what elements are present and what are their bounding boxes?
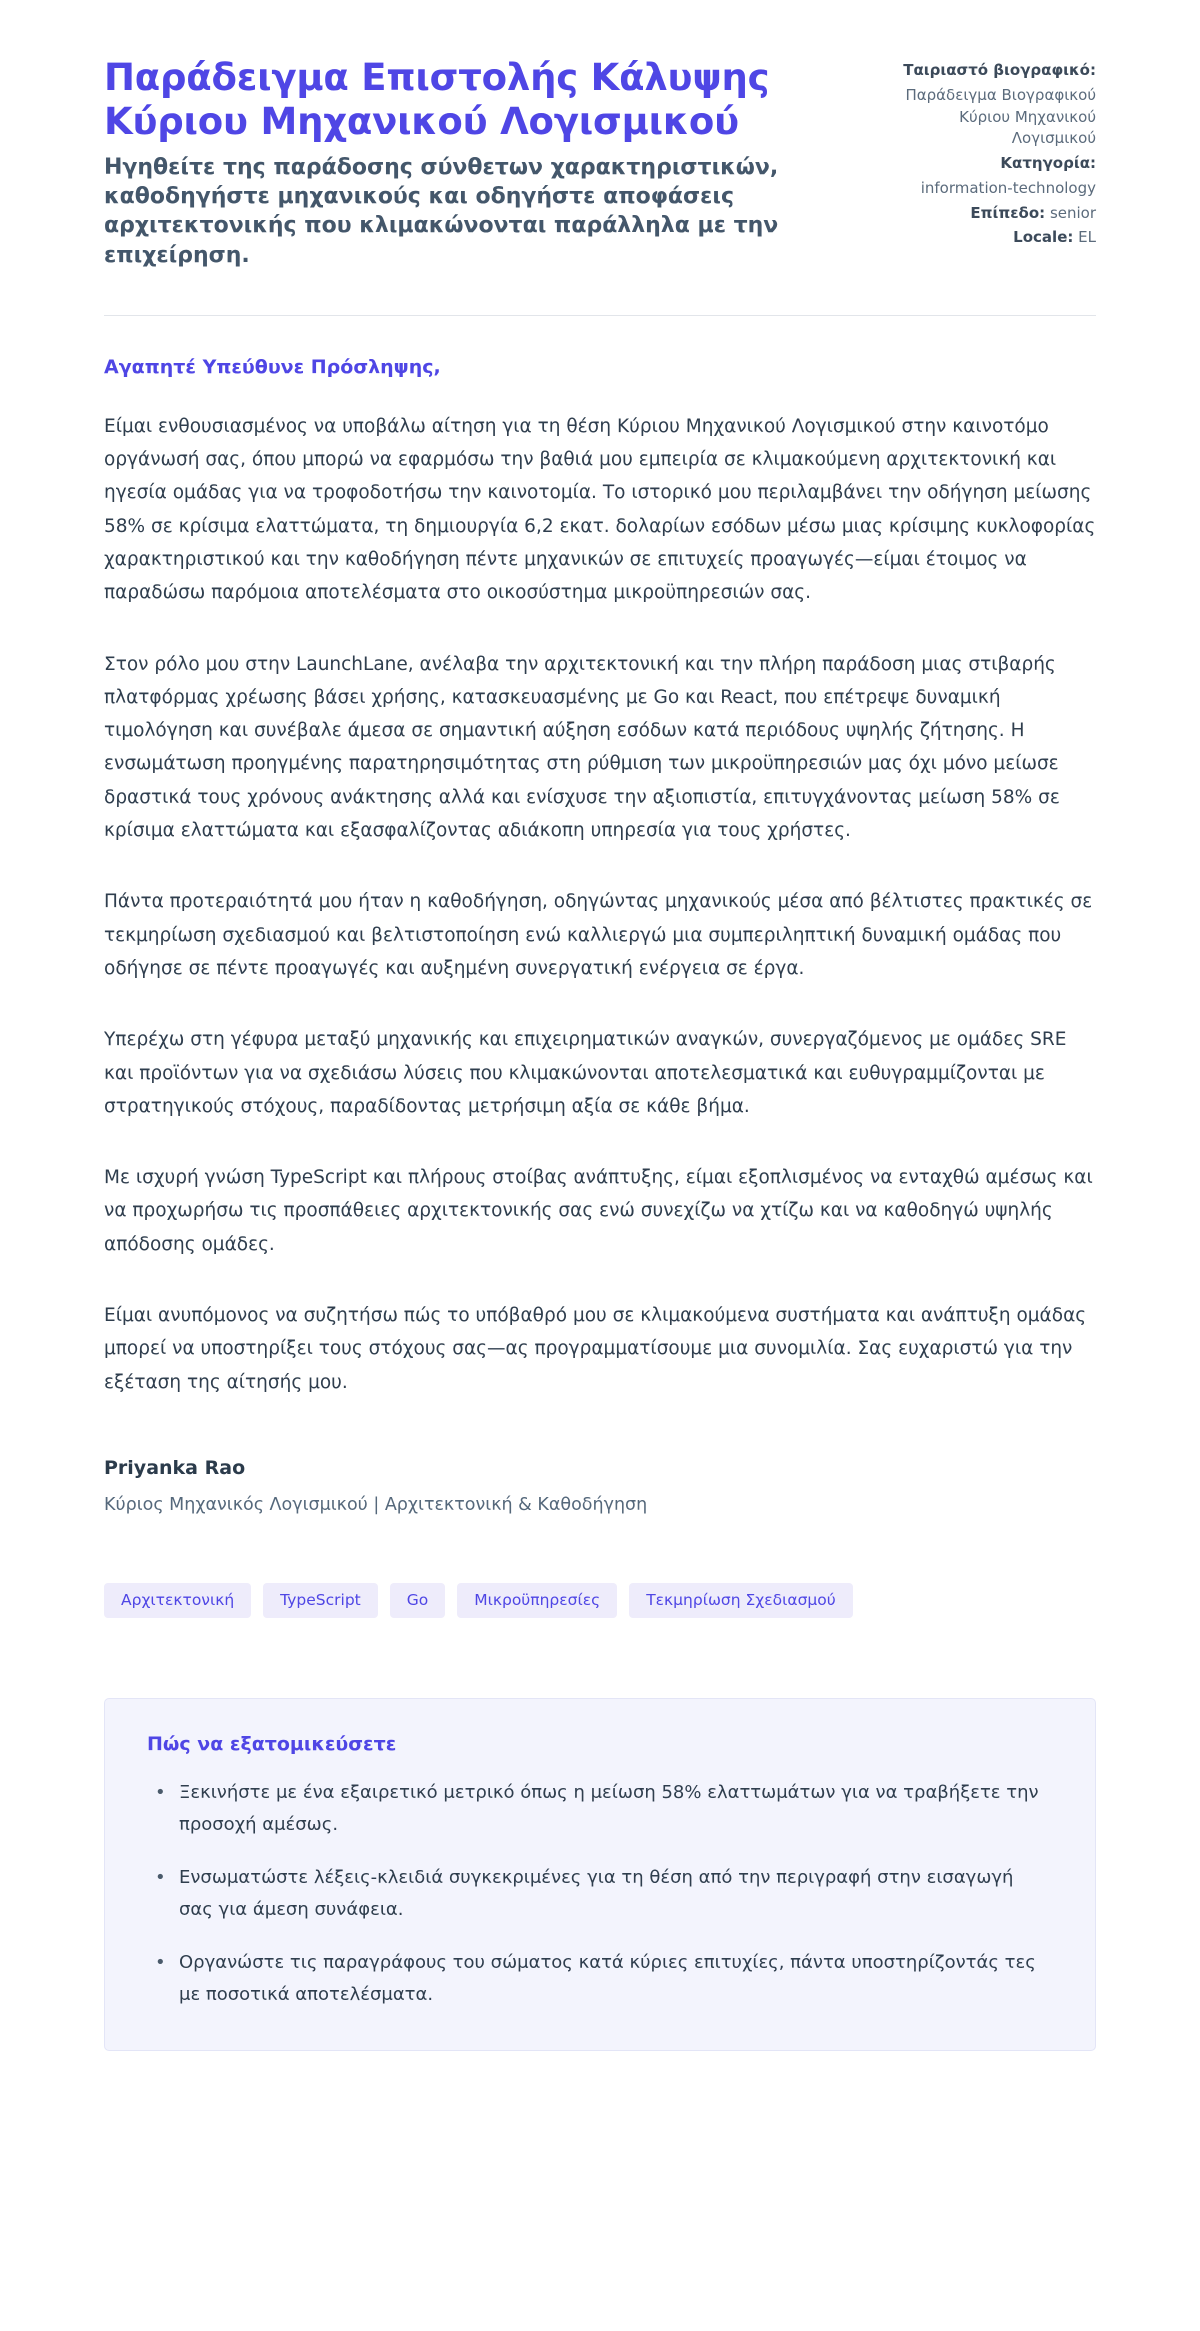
personalize-callout bbox=[104, 1698, 1096, 2051]
meta-value-resume-row bbox=[881, 85, 1096, 150]
letter-paragraph: Υπερέχω στη γέφυρα μεταξύ μηχανικής και επιχειρηματικών αναγκών, συνεργαζόμενος με ομάδες SRE και προϊόντων για να σχεδιάσω λύσεις που κλιμακώνονται αποτελεσματικά και ευθυγραμμίζονται με στρατηγικούς στόχους, παραδίδοντας μετρήσιμη αξία σε κάθε βήμα. bbox=[104, 1029, 1067, 1117]
callout-tip-list bbox=[147, 1777, 1053, 2010]
document-header bbox=[104, 56, 1096, 270]
callout-tip-item: • Οργανώστε τις παραγράφους του σώματος κατά κύριες επιτυχίες, πάντα υποστηρίζοντάς τες με ποσοτικά αποτελέσματα. bbox=[173, 1947, 1053, 2010]
tag-item[interactable]: TypeScript bbox=[263, 1583, 378, 1619]
callout-title: Πώς να εξατομικεύσετε bbox=[147, 1733, 397, 1756]
meta-label-level: Επίπεδο: bbox=[970, 203, 1046, 222]
meta-row-resume bbox=[881, 60, 1096, 82]
letter-paragraph: Είμαι ενθουσιασμένος να υποβάλω αίτηση για τη θέση Κύριου Μηχανικού Λογισμικού στην καινοτόμο οργάνωσή σας, όπου μπορώ να εφαρμόσω την βαθιά μου εμπειρία σε κλιμακούμενη αρχιτεκτονική και ηγεσία ομάδας για να τροφοδοτήσω την καινοτομία. Το ιστορικό μου περιλαμβάνει την οδήγηση μείωσης 58% σε κρίσιμα ελαττώματα, τη δημιουργία 6,2 εκατ. δολαρίων εσόδων μέσω μιας κρίσιμης κυκλοφορίας χαρακτηριστικού και την καθοδήγηση πέντε μηχανικών σε επιτυχείς προαγωγές—είμαι έτοιμος να παραδώσω παρόμοια αποτελέσματα στο οικοσύστημα μικροϋπηρεσιών σας. bbox=[104, 415, 1096, 604]
letter-body bbox=[104, 316, 1096, 1619]
callout-tip-item: • Ξεκινήστε με ένα εξαιρετικό μετρικό όπως η μείωση 58% ελαττωμάτων για να τραβήξετε την προσοχή αμέσως. bbox=[173, 1777, 1053, 1840]
signature-block bbox=[104, 1457, 1096, 1515]
tag-list bbox=[104, 1583, 1096, 1619]
callout-tip-item: • Ενσωματώστε λέξεις-κλειδιά συγκεκριμένες για τη θέση από την περιγραφή στην εισαγωγή σας για άμεση συνάφεια. bbox=[173, 1862, 1053, 1925]
meta-label-locale: Locale: bbox=[1013, 228, 1074, 247]
tag-item[interactable]: Go bbox=[390, 1583, 446, 1619]
tag-item[interactable]: Τεκμηρίωση Σχεδιασμού bbox=[629, 1583, 853, 1619]
meta-label-resume: Ταιριαστό βιογραφικό: bbox=[903, 61, 1096, 79]
signature-name: Priyanka Rao bbox=[104, 1456, 246, 1479]
tag-item[interactable]: Αρχιτεκτονική bbox=[104, 1583, 251, 1619]
page-title: Παράδειγμα Επιστολής Κάλυψης Κύριου Μηχανικού Λογισμικού bbox=[104, 56, 770, 144]
meta-row-locale bbox=[881, 227, 1096, 249]
signature-role: Κύριος Μηχανικός Λογισμικού | Αρχιτεκτονική & Καθοδήγηση bbox=[104, 1494, 648, 1515]
letter-salutation: Αγαπητέ Υπεύθυνε Πρόσληψης, bbox=[104, 355, 441, 378]
page-subtitle: Ηγηθείτε της παράδοσης σύνθετων χαρακτηριστικών, καθοδηγήστε μηχανικούς και οδηγήστε αποφάσεις αρχιτεκτονικής που κλιμακώνονται παράλληλα με την επιχείρηση. bbox=[104, 154, 779, 268]
metadata-panel bbox=[881, 56, 1096, 252]
meta-row-category bbox=[881, 153, 1096, 175]
meta-label-category: Κατηγορία: bbox=[1000, 154, 1096, 172]
tag-item[interactable]: Μικροϋπηρεσίες bbox=[457, 1583, 617, 1619]
letter-paragraph: Πάντα προτεραιότητά μου ήταν η καθοδήγηση, οδηγώντας μηχανικούς μέσα από βέλτιστες πρακτικές σε τεκμηρίωση σχεδιασμού και βελτιστοποίηση ενώ καλλιεργώ μια συμπεριληπτική δυναμική ομάδας που οδήγησε σε πέντε προαγωγές και αυξημένη συνεργατική ενέργεια σε έργα. bbox=[104, 891, 1093, 979]
letter-paragraph: Είμαι ανυπόμονος να συζητήσω πώς το υπόβαθρό μου σε κλιμακούμενα συστήματα και ανάπτυξη ομάδας μπορεί να υποστηρίξει τους στόχους σας—ας προγραμματίσουμε μια συνομιλία. Σας ευχαριστώ για την εξέταση της αίτησής μου. bbox=[104, 1305, 1087, 1393]
letter-paragraph: Με ισχυρή γνώση TypeScript και πλήρους στοίβας ανάπτυξης, είμαι εξοπλισμένος να ενταχθώ αμέσως και να προχωρήσω τις προσπάθειες αρχιτεκτονικής σας ενώ συνεχίζω να χτίζω και να καθοδηγώ υψηλής απόδοσης ομάδες. bbox=[104, 1167, 1093, 1255]
meta-value-level: senior bbox=[1049, 203, 1096, 222]
meta-row-level bbox=[881, 203, 1096, 225]
meta-value-locale: EL bbox=[1078, 228, 1096, 247]
meta-value-resume: Παράδειγμα Βιογραφικού Κύριου Μηχανικού Λογισμικού bbox=[905, 85, 1096, 148]
meta-value-category: information-technology bbox=[920, 178, 1096, 197]
letter-paragraph: Στον ρόλο μου στην LaunchLane, ανέλαβα την αρχιτεκτονική και την πλήρη παράδοση μιας στιβαρής πλατφόρμας χρέωσης βάσει χρήσης, κατασκευασμένης με Go και React, που επέτρεψε δυναμική τιμολόγηση και συνέβαλε άμεσα σε σημαντική αύξηση εσόδων κατά περιόδους υψηλής ζήτησης. Η ενσωμάτωση προηγμένης παρατηρησιμότητας στη ρύθμιση των μικροϋπηρεσιών μας όχι μόνο μείωσε δραστικά τους χρόνους ανάκτησης αλλά και ενίσχυσε την αξιοπιστία, επιτυγχάνοντας μείωση 58% σε κρίσιμα ελαττώματα και εξασφαλίζοντας αδιάκοπη υπηρεσία για τους χρήστες. bbox=[104, 653, 1060, 842]
header-text-block bbox=[104, 56, 841, 270]
meta-value-category-row bbox=[881, 178, 1096, 200]
